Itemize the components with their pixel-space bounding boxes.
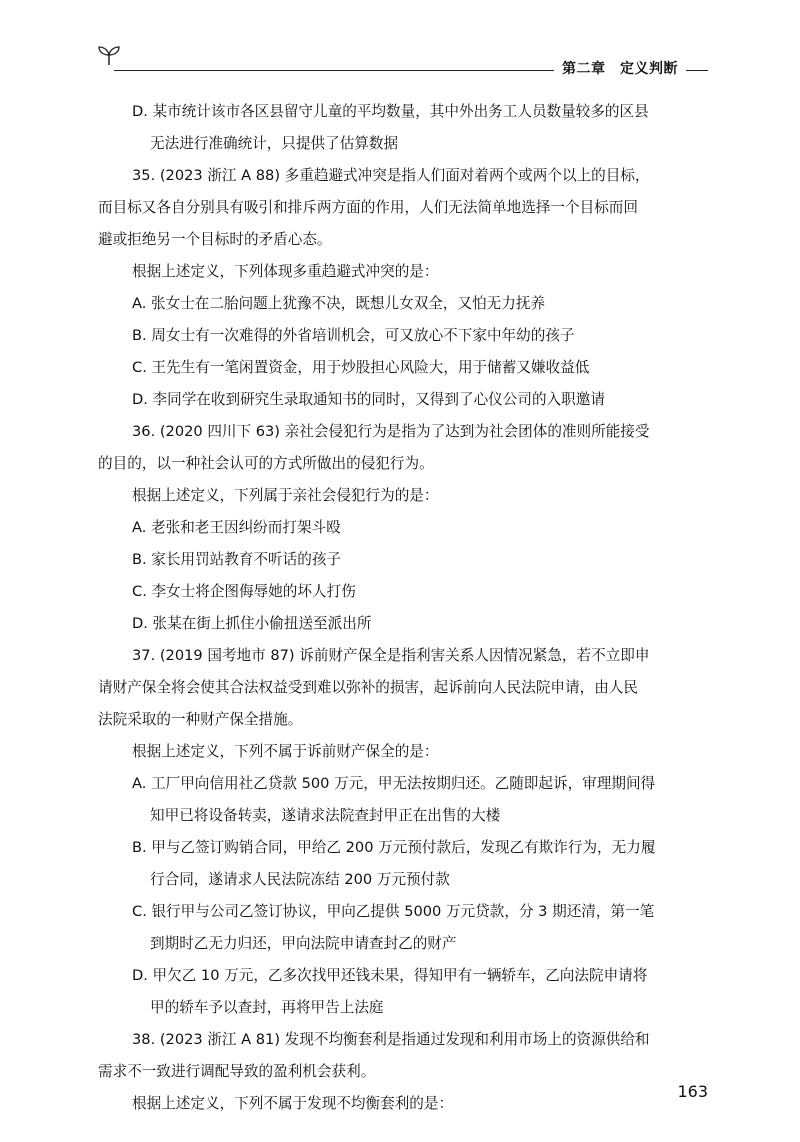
text-line: D. 甲欠乙 10 万元，乙多次找甲还钱未果，得知甲有一辆轿车，乙向法院申请将: [132, 967, 648, 984]
text-line: C. 李女士将企图侮辱她的坏人打伤: [132, 583, 356, 600]
page-header: [96, 44, 708, 77]
text-line: 35. (2023 浙江 A 88) 多重趋避式冲突是指人们面对着两个或两个以上的目标，: [132, 167, 650, 184]
text-line: 的目的，以一种社会认可的方式所做出的侵犯行为。: [98, 455, 434, 472]
text-line: A. 工厂甲向信用社乙贷款 500 万元，甲无法按期归还。乙随即起诉，审理期间得: [132, 775, 656, 792]
text-line: 到期时乙无力归还，甲向法院申请查封乙的财产: [150, 935, 457, 952]
text-line: 法院采取的一种财产保全措施。: [98, 711, 303, 728]
header-rule-right: [686, 70, 708, 71]
text-line: D. 李同学在收到研究生录取通知书的同时，又得到了心仪公司的入职邀请: [132, 391, 605, 408]
text-line: B. 甲与乙签订购销合同，甲给乙 200 万元预付款后，发现乙有欺诈行为，无力履: [132, 839, 656, 856]
text-line: C. 银行甲与公司乙签订协议，甲向乙提供 5000 万元贷款，分 3 期还清，第一笔: [132, 903, 655, 920]
text-line: 请财产保全将会使其合法权益受到难以弥补的损害，起诉前向人民法院申请，由人民: [98, 679, 638, 696]
text-line: 根据上述定义，下列属于亲社会侵犯行为的是：: [132, 487, 439, 504]
text-line: 行合同，遂请求人民法院冻结 200 万元预付款: [150, 871, 450, 888]
text-line: 需求不一致进行调配导致的盈利机会获利。: [98, 1063, 376, 1080]
text-line: 知甲已将设备转卖，遂请求法院查封甲正在出售的大楼: [150, 807, 501, 824]
text-line: 甲的轿车予以查封，再将甲告上法庭: [150, 999, 384, 1016]
text-line: 38. (2023 浙江 A 81) 发现不均衡套利是指通过发现和利用市场上的资源供给和: [132, 1031, 650, 1048]
text-line: B. 周女士有一次难得的外省培训机会，可又放心不下家中年幼的孩子: [132, 327, 575, 344]
text-line: B. 家长用罚站教育不听话的孩子: [132, 551, 342, 568]
chapter-title: 第二章 定义判断: [562, 61, 678, 77]
sprout-icon: [96, 44, 122, 66]
text-line: 根据上述定义，下列不属于发现不均衡套利的是：: [132, 1095, 454, 1112]
text-line: 根据上述定义，下列不属于诉前财产保全的是：: [132, 743, 439, 760]
text-line: 而目标又各自分别具有吸引和排斥两方面的作用，人们无法简单地选择一个目标而回: [98, 199, 638, 216]
text-line: 36. (2020 四川下 63) 亲社会侵犯行为是指为了达到为社会团体的准则所能接受: [132, 423, 650, 440]
text-line: A. 老张和老王因纠纷而打架斗殴: [132, 519, 341, 536]
text-line: C. 王先生有一笔闲置资金，用于炒股担心风险大，用于储蓄又嫌收益低: [132, 359, 590, 376]
text-line: D. 某市统计该市各区县留守儿童的平均数量，其中外出务工人员数量较多的区县: [132, 103, 649, 120]
text-line: 避或拒绝另一个目标时的矛盾心态。: [98, 231, 332, 248]
text-line: A. 张女士在二胎问题上犹豫不决，既想儿女双全，又怕无力抚养: [132, 295, 546, 312]
text-line: 37. (2019 国考地市 87) 诉前财产保全是指利害关系人因情况紧急，若不立即申: [132, 647, 650, 664]
text-line: 无法进行准确统计，只提供了估算数据: [150, 135, 399, 152]
text-line: 根据上述定义，下列体现多重趋避式冲突的是：: [132, 263, 439, 280]
header-rule-left: [114, 70, 554, 71]
text-line: D. 张某在街上抓住小偷扭送至派出所: [132, 615, 372, 632]
page-body: [98, 96, 698, 1120]
page-number: 163: [677, 1082, 708, 1101]
